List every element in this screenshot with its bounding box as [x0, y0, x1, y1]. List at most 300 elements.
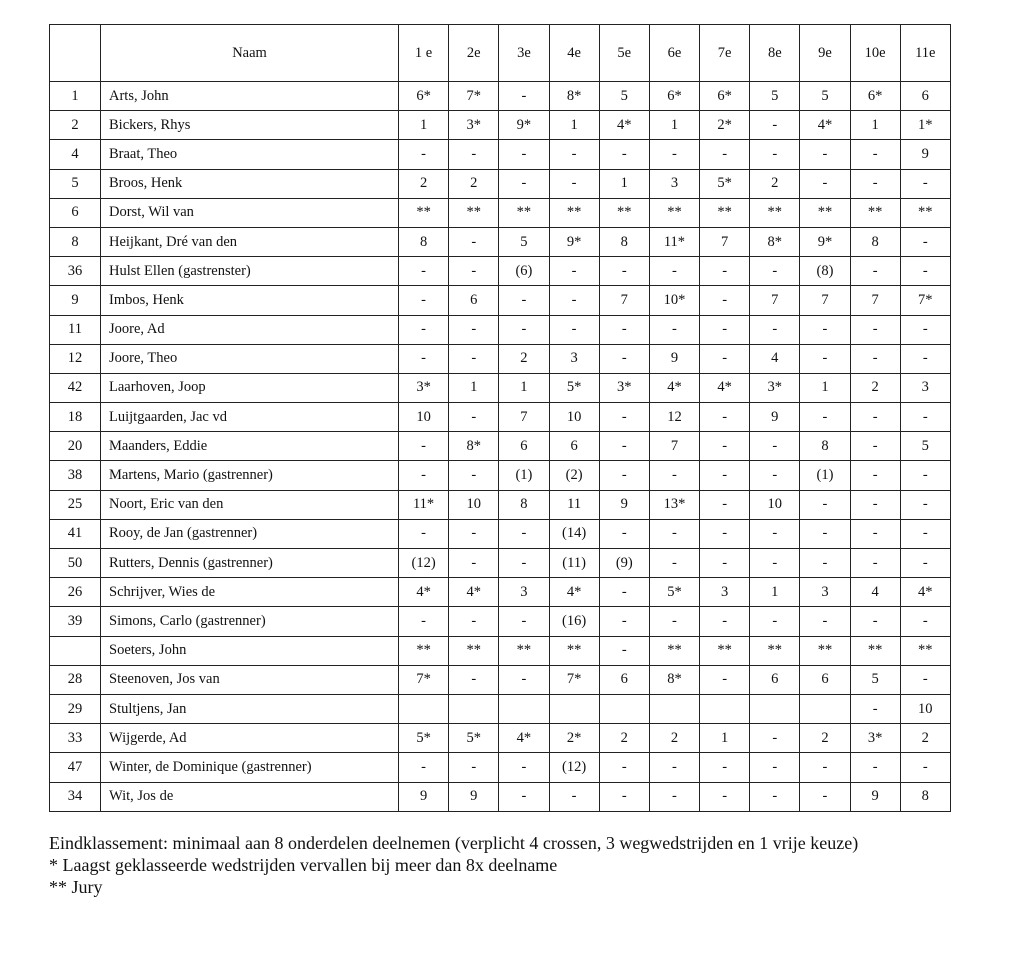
- race-result-2: -: [449, 227, 499, 256]
- race-result-4: -: [549, 782, 599, 811]
- race-result-7: 2*: [700, 111, 750, 140]
- header-number: [50, 25, 101, 82]
- race-result-10: 6*: [850, 82, 900, 111]
- race-result-2: -: [449, 140, 499, 169]
- table-row: [50, 519, 951, 548]
- race-result-9: 6: [800, 665, 850, 694]
- race-result-3: 4*: [499, 724, 549, 753]
- race-result-7: [700, 694, 750, 723]
- race-result-2: -: [449, 403, 499, 432]
- race-result-3: [499, 694, 549, 723]
- table-row: [50, 665, 951, 694]
- race-result-10: -: [850, 490, 900, 519]
- race-result-4: 10: [549, 403, 599, 432]
- participant-name: Arts, John: [101, 82, 399, 111]
- race-result-6: 2: [649, 724, 699, 753]
- race-result-7: -: [700, 519, 750, 548]
- participant-number: 1: [50, 82, 101, 111]
- table-row: [50, 607, 951, 636]
- footnotes: [49, 832, 858, 898]
- table-row: [50, 724, 951, 753]
- race-result-6: -: [649, 140, 699, 169]
- participant-name: Hulst Ellen (gastrenster): [101, 257, 399, 286]
- race-result-8: 3*: [750, 373, 800, 402]
- race-result-11: -: [900, 403, 950, 432]
- race-result-6: 5*: [649, 578, 699, 607]
- race-result-4: 2*: [549, 724, 599, 753]
- race-result-4: 11: [549, 490, 599, 519]
- table-row: [50, 373, 951, 402]
- participant-name: Simons, Carlo (gastrenner): [101, 607, 399, 636]
- participant-name: Joore, Ad: [101, 315, 399, 344]
- race-result-7: -: [700, 257, 750, 286]
- race-result-7: **: [700, 198, 750, 227]
- participant-name: Laarhoven, Joop: [101, 373, 399, 402]
- race-result-3: -: [499, 782, 549, 811]
- header-race-1: 1 e: [399, 25, 449, 82]
- race-result-3: -: [499, 140, 549, 169]
- table-row: [50, 403, 951, 432]
- race-result-3: -: [499, 665, 549, 694]
- race-result-11: 1*: [900, 111, 950, 140]
- race-result-9: -: [800, 519, 850, 548]
- race-result-3: (1): [499, 461, 549, 490]
- race-result-3: -: [499, 753, 549, 782]
- participant-name: Luijtgaarden, Jac vd: [101, 403, 399, 432]
- race-result-5: (9): [599, 549, 649, 578]
- race-result-8: -: [750, 432, 800, 461]
- header-race-2: 2e: [449, 25, 499, 82]
- race-result-8: -: [750, 724, 800, 753]
- table-row: [50, 490, 951, 519]
- race-result-9: 1: [800, 373, 850, 402]
- race-result-9: -: [800, 169, 850, 198]
- race-result-8: [750, 694, 800, 723]
- table-row: [50, 315, 951, 344]
- race-result-10: 3*: [850, 724, 900, 753]
- header-race-5: 5e: [599, 25, 649, 82]
- race-result-5: **: [599, 198, 649, 227]
- participant-number: 9: [50, 286, 101, 315]
- race-result-5: 3*: [599, 373, 649, 402]
- race-result-5: 6: [599, 665, 649, 694]
- race-result-4: -: [549, 315, 599, 344]
- race-result-9: 8: [800, 432, 850, 461]
- race-result-7: -: [700, 490, 750, 519]
- race-result-1: 2: [399, 169, 449, 198]
- race-result-2: 6: [449, 286, 499, 315]
- race-result-5: 9: [599, 490, 649, 519]
- race-result-6: 12: [649, 403, 699, 432]
- header-row: [50, 25, 951, 82]
- race-result-7: 1: [700, 724, 750, 753]
- race-result-7: 4*: [700, 373, 750, 402]
- race-result-3: -: [499, 286, 549, 315]
- race-result-5: -: [599, 315, 649, 344]
- race-result-6: -: [649, 607, 699, 636]
- race-result-2: 2: [449, 169, 499, 198]
- participant-number: 29: [50, 694, 101, 723]
- race-result-7: 6*: [700, 82, 750, 111]
- header-race-9: 9e: [800, 25, 850, 82]
- table-body: [50, 82, 951, 812]
- race-result-11: **: [900, 636, 950, 665]
- participant-number: 41: [50, 519, 101, 548]
- race-result-1: -: [399, 753, 449, 782]
- race-result-6: 7: [649, 432, 699, 461]
- participant-number: 36: [50, 257, 101, 286]
- participant-name: Soeters, John: [101, 636, 399, 665]
- race-result-4: (11): [549, 549, 599, 578]
- race-result-10: -: [850, 549, 900, 578]
- race-result-3: -: [499, 519, 549, 548]
- race-result-8: -: [750, 753, 800, 782]
- race-result-2: 3*: [449, 111, 499, 140]
- race-result-4: 4*: [549, 578, 599, 607]
- race-result-11: -: [900, 519, 950, 548]
- race-result-2: -: [449, 607, 499, 636]
- race-result-9: 7: [800, 286, 850, 315]
- race-result-1: 11*: [399, 490, 449, 519]
- race-result-4: -: [549, 286, 599, 315]
- race-result-7: -: [700, 403, 750, 432]
- race-result-9: (8): [800, 257, 850, 286]
- race-result-8: -: [750, 549, 800, 578]
- race-result-9: -: [800, 753, 850, 782]
- race-result-4: 5*: [549, 373, 599, 402]
- race-result-1: -: [399, 257, 449, 286]
- table-row: [50, 344, 951, 373]
- race-result-4: (2): [549, 461, 599, 490]
- race-result-8: 2: [750, 169, 800, 198]
- race-result-6: -: [649, 315, 699, 344]
- race-result-3: 2: [499, 344, 549, 373]
- race-result-1: [399, 694, 449, 723]
- race-result-5: -: [599, 519, 649, 548]
- race-result-10: -: [850, 519, 900, 548]
- race-result-10: -: [850, 315, 900, 344]
- race-result-3: (6): [499, 257, 549, 286]
- race-result-8: 5: [750, 82, 800, 111]
- race-result-9: [800, 694, 850, 723]
- header-race-8: 8e: [750, 25, 800, 82]
- race-result-2: -: [449, 519, 499, 548]
- race-result-10: **: [850, 198, 900, 227]
- race-result-11: -: [900, 169, 950, 198]
- table-row: [50, 549, 951, 578]
- race-result-10: **: [850, 636, 900, 665]
- table-header: [50, 25, 951, 82]
- table-row: [50, 753, 951, 782]
- race-result-6: 11*: [649, 227, 699, 256]
- race-result-10: 1: [850, 111, 900, 140]
- race-result-9: **: [800, 636, 850, 665]
- race-result-5: -: [599, 636, 649, 665]
- race-result-10: 2: [850, 373, 900, 402]
- table-row: [50, 694, 951, 723]
- participant-name: Maanders, Eddie: [101, 432, 399, 461]
- race-result-3: 5: [499, 227, 549, 256]
- race-result-7: -: [700, 607, 750, 636]
- participant-number: 4: [50, 140, 101, 169]
- race-result-5: -: [599, 753, 649, 782]
- race-result-2: **: [449, 198, 499, 227]
- race-result-1: -: [399, 519, 449, 548]
- race-result-8: **: [750, 636, 800, 665]
- participant-number: 34: [50, 782, 101, 811]
- race-result-11: -: [900, 490, 950, 519]
- race-result-8: 4: [750, 344, 800, 373]
- race-result-4: 8*: [549, 82, 599, 111]
- race-result-6: 6*: [649, 82, 699, 111]
- race-result-9: -: [800, 403, 850, 432]
- race-result-1: -: [399, 315, 449, 344]
- race-result-6: 4*: [649, 373, 699, 402]
- race-result-2: 1: [449, 373, 499, 402]
- race-result-11: **: [900, 198, 950, 227]
- race-result-6: 9: [649, 344, 699, 373]
- race-result-10: 7: [850, 286, 900, 315]
- race-result-4: 9*: [549, 227, 599, 256]
- race-result-1: **: [399, 198, 449, 227]
- table-row: [50, 257, 951, 286]
- race-result-6: **: [649, 198, 699, 227]
- race-result-5: -: [599, 607, 649, 636]
- race-result-10: 5: [850, 665, 900, 694]
- footnote-minimum: Eindklassement: minimaal aan 8 onderdelen deelnemen (verplicht 4 crossen, 3 wegwedstrijden en 1 vrije keuze): [49, 833, 859, 853]
- race-result-2: **: [449, 636, 499, 665]
- race-result-11: 3: [900, 373, 950, 402]
- participant-name: Wit, Jos de: [101, 782, 399, 811]
- race-result-2: 10: [449, 490, 499, 519]
- race-result-8: -: [750, 111, 800, 140]
- race-result-1: -: [399, 286, 449, 315]
- participant-number: 39: [50, 607, 101, 636]
- race-result-11: -: [900, 257, 950, 286]
- header-race-7: 7e: [700, 25, 750, 82]
- table-row: [50, 111, 951, 140]
- race-result-5: -: [599, 140, 649, 169]
- race-result-11: -: [900, 549, 950, 578]
- race-result-1: -: [399, 461, 449, 490]
- race-result-3: **: [499, 198, 549, 227]
- race-result-10: -: [850, 257, 900, 286]
- race-result-2: 4*: [449, 578, 499, 607]
- race-result-2: -: [449, 665, 499, 694]
- race-result-10: -: [850, 344, 900, 373]
- race-result-4: -: [549, 140, 599, 169]
- race-result-11: 7*: [900, 286, 950, 315]
- race-result-4: -: [549, 257, 599, 286]
- race-result-8: 7: [750, 286, 800, 315]
- race-result-1: 9: [399, 782, 449, 811]
- race-result-9: -: [800, 315, 850, 344]
- participant-name: Steenoven, Jos van: [101, 665, 399, 694]
- participant-name: Rutters, Dennis (gastrenner): [101, 549, 399, 578]
- participant-name: Schrijver, Wies de: [101, 578, 399, 607]
- race-result-5: 5: [599, 82, 649, 111]
- race-result-11: 9: [900, 140, 950, 169]
- race-result-5: 2: [599, 724, 649, 753]
- table-row: [50, 140, 951, 169]
- race-result-7: -: [700, 315, 750, 344]
- race-result-10: 4: [850, 578, 900, 607]
- participant-number: 12: [50, 344, 101, 373]
- participant-name: Dorst, Wil van: [101, 198, 399, 227]
- header-name: Naam: [101, 25, 399, 82]
- race-result-3: -: [499, 82, 549, 111]
- participant-number: 11: [50, 315, 101, 344]
- race-result-5: [599, 694, 649, 723]
- race-result-1: 7*: [399, 665, 449, 694]
- table-row: [50, 82, 951, 111]
- race-result-11: -: [900, 753, 950, 782]
- race-result-4: (16): [549, 607, 599, 636]
- race-result-10: -: [850, 607, 900, 636]
- table-row: [50, 198, 951, 227]
- race-result-8: 10: [750, 490, 800, 519]
- race-result-4: (12): [549, 753, 599, 782]
- race-result-6: 3: [649, 169, 699, 198]
- race-result-4: 7*: [549, 665, 599, 694]
- participant-number: 50: [50, 549, 101, 578]
- race-result-1: -: [399, 140, 449, 169]
- race-result-6: **: [649, 636, 699, 665]
- race-result-3: 7: [499, 403, 549, 432]
- race-result-9: 5: [800, 82, 850, 111]
- race-result-6: -: [649, 519, 699, 548]
- participant-number: 28: [50, 665, 101, 694]
- race-result-6: 10*: [649, 286, 699, 315]
- participant-name: Martens, Mario (gastrenner): [101, 461, 399, 490]
- race-result-2: [449, 694, 499, 723]
- race-result-3: -: [499, 169, 549, 198]
- race-result-1: 6*: [399, 82, 449, 111]
- participant-name: Rooy, de Jan (gastrenner): [101, 519, 399, 548]
- race-result-5: -: [599, 782, 649, 811]
- table-row: [50, 578, 951, 607]
- race-result-4: (14): [549, 519, 599, 548]
- race-result-11: -: [900, 665, 950, 694]
- participant-number: 5: [50, 169, 101, 198]
- race-result-11: 5: [900, 432, 950, 461]
- participant-name: Heijkant, Dré van den: [101, 227, 399, 256]
- race-result-7: -: [700, 286, 750, 315]
- race-result-2: -: [449, 753, 499, 782]
- race-result-8: -: [750, 519, 800, 548]
- race-result-5: 4*: [599, 111, 649, 140]
- participant-name: Braat, Theo: [101, 140, 399, 169]
- race-result-5: 1: [599, 169, 649, 198]
- race-result-10: -: [850, 432, 900, 461]
- race-result-4: 6: [549, 432, 599, 461]
- race-result-7: 7: [700, 227, 750, 256]
- header-race-6: 6e: [649, 25, 699, 82]
- race-result-10: -: [850, 694, 900, 723]
- race-result-1: 5*: [399, 724, 449, 753]
- race-result-7: -: [700, 753, 750, 782]
- race-result-10: 9: [850, 782, 900, 811]
- race-result-10: -: [850, 140, 900, 169]
- race-result-6: 13*: [649, 490, 699, 519]
- race-result-3: -: [499, 549, 549, 578]
- race-result-7: -: [700, 549, 750, 578]
- race-result-8: -: [750, 461, 800, 490]
- race-result-1: -: [399, 344, 449, 373]
- race-result-9: -: [800, 344, 850, 373]
- race-result-8: -: [750, 315, 800, 344]
- participant-name: Wijgerde, Ad: [101, 724, 399, 753]
- race-result-3: 1: [499, 373, 549, 402]
- race-result-9: -: [800, 607, 850, 636]
- race-result-8: -: [750, 607, 800, 636]
- race-result-8: 8*: [750, 227, 800, 256]
- race-result-5: -: [599, 578, 649, 607]
- race-result-4: 1: [549, 111, 599, 140]
- race-result-9: -: [800, 490, 850, 519]
- race-result-9: **: [800, 198, 850, 227]
- race-result-2: -: [449, 257, 499, 286]
- race-result-3: -: [499, 607, 549, 636]
- race-result-10: -: [850, 403, 900, 432]
- table-row: [50, 782, 951, 811]
- race-result-7: -: [700, 461, 750, 490]
- race-result-3: 3: [499, 578, 549, 607]
- race-result-1: 3*: [399, 373, 449, 402]
- race-result-11: -: [900, 315, 950, 344]
- participant-name: Bickers, Rhys: [101, 111, 399, 140]
- race-result-5: 8: [599, 227, 649, 256]
- race-result-11: 4*: [900, 578, 950, 607]
- race-result-8: 1: [750, 578, 800, 607]
- participant-number: 18: [50, 403, 101, 432]
- race-result-6: -: [649, 461, 699, 490]
- race-result-2: 7*: [449, 82, 499, 111]
- race-result-1: 8: [399, 227, 449, 256]
- table-row: [50, 286, 951, 315]
- participant-number: 38: [50, 461, 101, 490]
- race-result-3: -: [499, 315, 549, 344]
- race-result-9: (1): [800, 461, 850, 490]
- race-result-3: 9*: [499, 111, 549, 140]
- race-result-4: 3: [549, 344, 599, 373]
- race-result-6: [649, 694, 699, 723]
- race-result-10: -: [850, 753, 900, 782]
- race-result-8: 6: [750, 665, 800, 694]
- race-result-7: -: [700, 344, 750, 373]
- race-result-6: -: [649, 753, 699, 782]
- race-result-11: -: [900, 344, 950, 373]
- race-result-6: -: [649, 782, 699, 811]
- race-result-9: 9*: [800, 227, 850, 256]
- race-result-1: (12): [399, 549, 449, 578]
- race-result-10: -: [850, 461, 900, 490]
- participant-name: Stultjens, Jan: [101, 694, 399, 723]
- race-result-6: 8*: [649, 665, 699, 694]
- header-race-3: 3e: [499, 25, 549, 82]
- race-result-7: 5*: [700, 169, 750, 198]
- race-result-11: 2: [900, 724, 950, 753]
- participant-name: Winter, de Dominique (gastrenner): [101, 753, 399, 782]
- race-result-11: 6: [900, 82, 950, 111]
- table-row: [50, 461, 951, 490]
- race-result-10: -: [850, 169, 900, 198]
- race-result-5: -: [599, 432, 649, 461]
- race-result-11: -: [900, 227, 950, 256]
- race-result-7: -: [700, 432, 750, 461]
- participant-number: 26: [50, 578, 101, 607]
- race-result-4: [549, 694, 599, 723]
